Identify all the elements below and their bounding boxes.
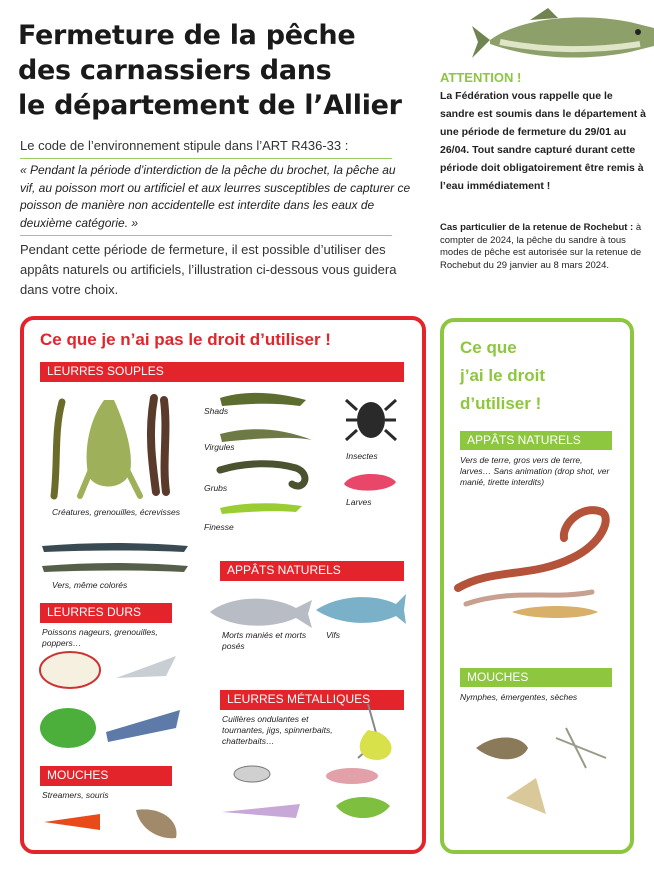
section-soft-lures: LEURRES SOUPLES <box>40 362 404 382</box>
section-natural-baits-allowed: APPÂTS NATURELS <box>460 431 612 450</box>
allowed-title <box>460 334 545 418</box>
allowed-title-line-1: Ce que <box>460 338 517 357</box>
forbidden-title: Ce que je n’ai pas le droit d’utiliser ! <box>40 330 331 349</box>
divider-bottom <box>20 235 392 236</box>
hard-lures-illustration <box>36 648 186 758</box>
creatures-illustration <box>44 392 194 502</box>
rochebut-bold: Cas particulier de la retenue de Rochebut : <box>440 222 634 233</box>
metal-lures-illustration <box>218 700 408 834</box>
allowed-title-line-3: d’utiliser ! <box>460 394 542 413</box>
caption-larves: Larves <box>346 497 372 507</box>
caption-shads: Shads <box>204 406 229 416</box>
rochebut-text: à compter de 2024, la pêche du sandre à tous modes de pêche est autorisée sur la retenue de Rochebut du 29 janvier au 8 mars 2024. <box>440 222 642 271</box>
caption-vers: Vers, même colorés <box>52 580 128 590</box>
section-flies-forbidden: MOUCHES <box>40 766 172 786</box>
title-line-3: le département de l’Allier <box>18 90 402 121</box>
section-natural-baits-forbidden: APPÂTS NATURELS <box>220 561 404 581</box>
caption-insectes: Insectes <box>346 451 378 461</box>
earthworm-illustration <box>452 508 622 638</box>
rochebut-notice <box>440 222 650 272</box>
caption-vifs: Vifs <box>326 630 341 640</box>
flies-allowed-illustration <box>466 718 616 828</box>
title-line-1: Fermeture de la pêche <box>18 20 356 51</box>
title-line-2: des carnassiers dans <box>18 55 332 86</box>
attention-heading: ATTENTION ! <box>440 70 522 85</box>
worms-illustration <box>40 540 190 576</box>
section-hard-lures: LEURRES DURS <box>40 603 172 623</box>
caption-morts: Morts maniés et morts posés <box>222 630 307 651</box>
page-title <box>18 18 438 123</box>
pike-illustration <box>470 0 654 72</box>
larva-illustration <box>340 468 400 494</box>
section-metal-lures: LEURRES MÉTALLIQUES <box>220 690 404 710</box>
section-flies-allowed: MOUCHES <box>460 668 612 687</box>
attention-body: La Fédération vous rappelle que le sandre est soumis dans le département à une période de fermeture du 29/01 au 26/04. Tout sandre capturé durant cette période doit obligatoirement être remis à l’eau immédiatement ! <box>440 90 646 192</box>
caption-finesse: Finesse <box>204 522 234 532</box>
paragraph: Pendant cette période de fermeture, il est possible d’utiliser des appâts naturels ou artificiels, l’illustration ci-dessous vous guidera dans votre choix. <box>20 242 397 297</box>
insect-illustration <box>346 392 396 448</box>
caption-hard-lures: Poissons nageurs, grenouilles, poppers… <box>42 627 158 648</box>
caption-natural-allowed: Vers de terre, gros vers de terre, larves… Sans animation (drop shot, ver manié, tirette interdits) <box>460 455 610 487</box>
caption-grubs: Grubs <box>204 483 228 493</box>
dead-fish-illustration <box>200 588 404 630</box>
caption-streamers: Streamers, souris <box>42 790 109 800</box>
allowed-title-line-2: j’ai le droit <box>460 366 546 385</box>
attention-notice <box>440 70 650 195</box>
caption-virgules: Virgules <box>204 442 235 452</box>
divider-top <box>20 158 392 159</box>
caption-creatures: Créatures, grenouilles, écrevisses <box>52 507 181 517</box>
soft-lures-illustration <box>216 388 316 518</box>
caption-metal: Cuillères ondulantes et tournantes, jigs, spinnerbaits, chatterbaits… <box>222 714 333 746</box>
legal-quote: « Pendant la période d’interdiction de la pêche du brochet, la pêche au vif, au poisson mort ou artificiel et aux leurres susceptibles de capturer ce poisson de manière non accidentelle est interdite dans les eaux de deuxième catégorie. » <box>20 163 411 230</box>
streamers-illustration <box>40 800 190 844</box>
caption-flies-allowed: Nymphes, émergentes, sèches <box>460 692 578 702</box>
intro-text: Le code de l’environnement stipule dans l’ART R436-33 : <box>20 138 349 153</box>
